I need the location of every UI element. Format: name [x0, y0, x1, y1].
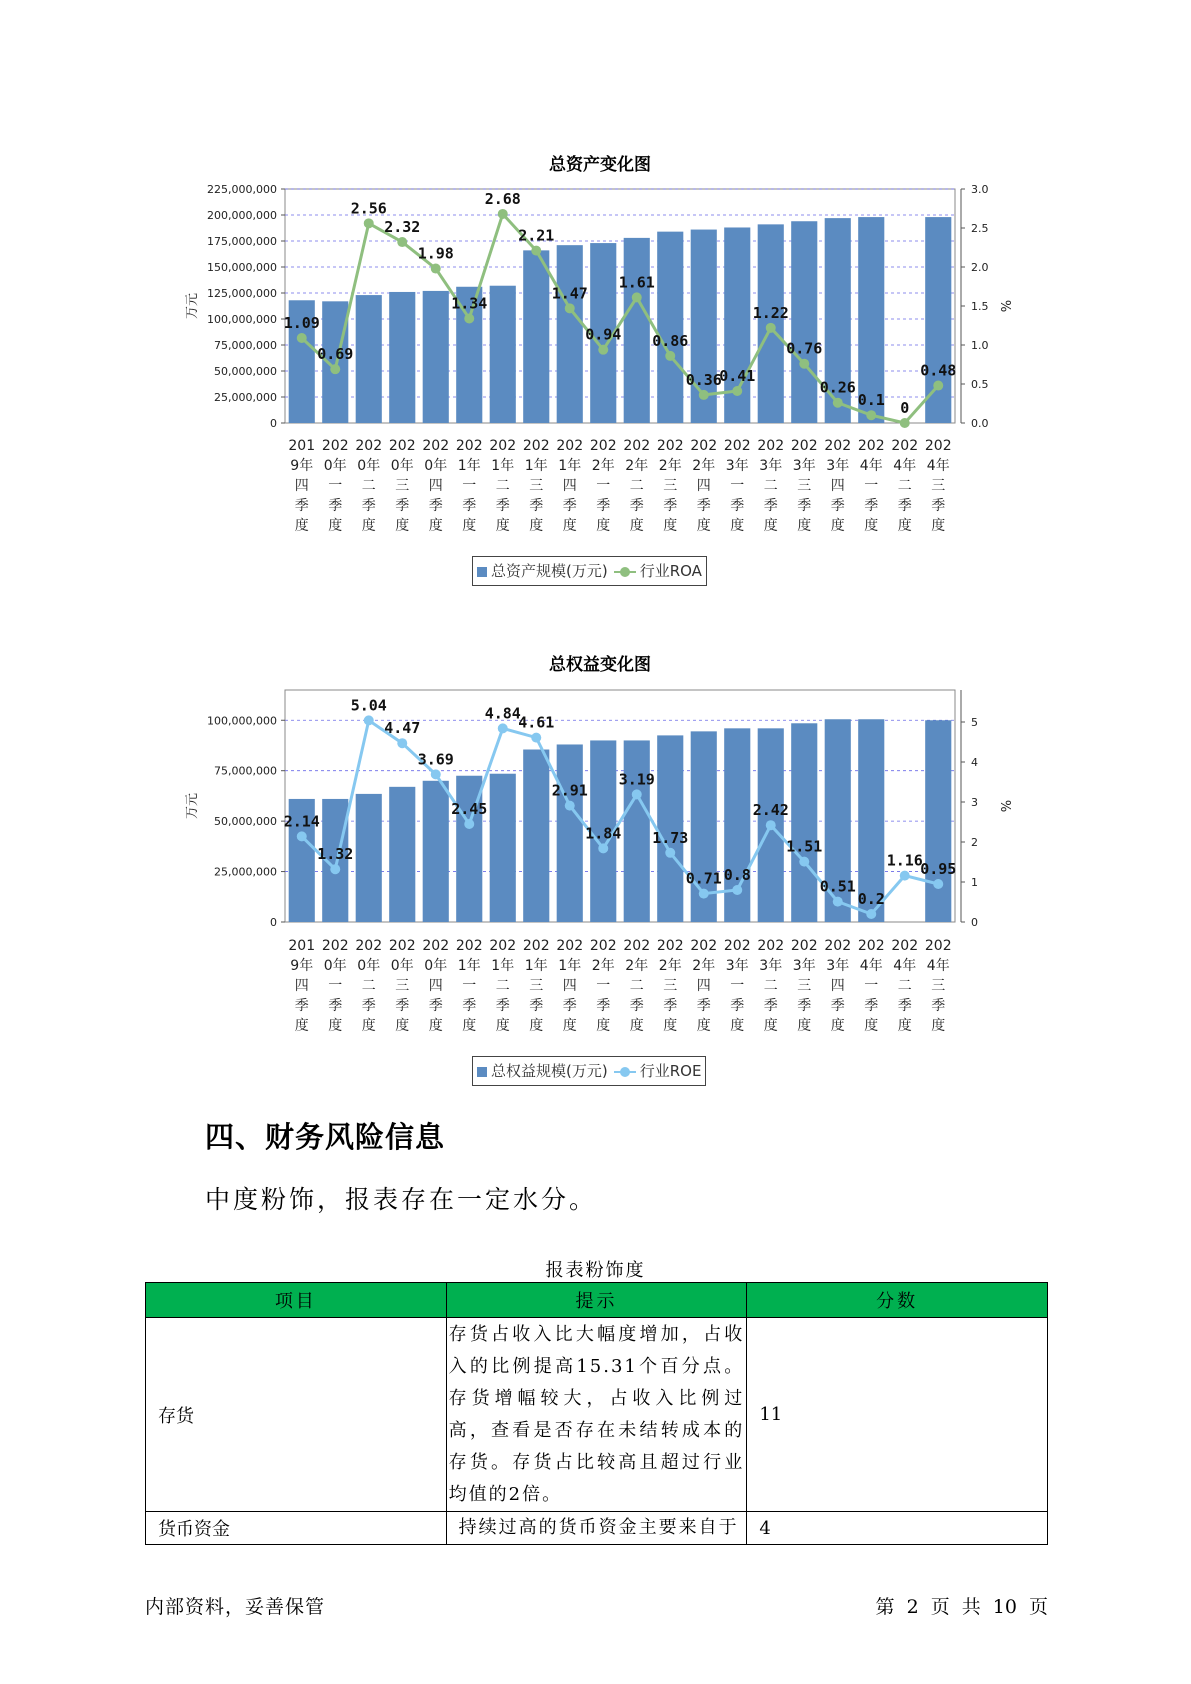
data-label: 1.22 — [752, 303, 789, 322]
category-label: 202 2年二季度 — [623, 938, 651, 1034]
data-label: 1.98 — [417, 244, 454, 263]
bar — [925, 720, 951, 922]
line-point — [297, 831, 307, 841]
y-tick-label: 175,000,000 — [207, 235, 277, 248]
category-label: 202 4年三季度 — [924, 438, 952, 534]
y-tick-label: 100,000,000 — [207, 714, 277, 728]
data-label: 1.09 — [283, 313, 320, 332]
data-label: 5.04 — [350, 696, 387, 715]
category-label: 202 0年四季度 — [422, 938, 450, 1034]
line-point — [632, 789, 642, 799]
bar — [423, 781, 449, 922]
category-label: 202 3年二季度 — [757, 438, 785, 534]
footer-page-number: 第 2 页 共 10 页 — [875, 1596, 1048, 1618]
y-tick-label: 100,000,000 — [207, 313, 277, 326]
legend-bar-label: 总权益规模(万元) — [491, 1062, 608, 1080]
chart-title: 总资产变化图 — [549, 155, 651, 175]
category-label: 201 9年四季度 — [288, 938, 316, 1034]
category-label: 202 1年二季度 — [489, 438, 517, 534]
category-label: 202 1年一季度 — [455, 938, 483, 1034]
bar — [490, 774, 516, 922]
legend-line-label: 行业ROE — [639, 1062, 702, 1080]
category-label: 202 3年三季度 — [790, 438, 818, 534]
y-axis-title: 万元 — [185, 792, 200, 820]
y-tick-label: 50,000,000 — [214, 815, 277, 829]
table-row — [146, 1318, 1048, 1512]
data-label: 2.91 — [551, 781, 588, 800]
category-label: 202 1年三季度 — [522, 438, 550, 534]
y2-tick-label: 0 — [971, 916, 978, 929]
data-label: 2.56 — [350, 199, 387, 218]
category-label: 202 0年三季度 — [388, 438, 416, 534]
table-cell-score: 11 — [747, 1318, 1048, 1512]
data-label: 2.21 — [518, 226, 555, 245]
data-label: 0.94 — [585, 325, 622, 344]
y2-tick-label: 0.0 — [971, 417, 989, 430]
line-point — [498, 723, 508, 733]
table-header-row — [146, 1283, 1048, 1318]
y2-tick-label: 2.5 — [971, 222, 989, 235]
data-label: 2.14 — [283, 812, 320, 831]
section-text: 中度粉饰，报表存在一定水分。 — [205, 1185, 598, 1214]
category-label: 202 3年一季度 — [723, 438, 751, 534]
category-label: 202 0年三季度 — [388, 938, 416, 1034]
table-cell-hint: 存货占收入比大幅度增加，占收入的比例提高15.31个百分点。存货增幅较大，占收入比例过高，查看是否存在未结转成本的存货。存货占比较高且超过行业均值的2倍。 — [446, 1318, 747, 1512]
data-label: 0.76 — [786, 339, 823, 358]
y2-tick-label: 2.0 — [971, 261, 989, 274]
data-label: 2.68 — [484, 189, 521, 208]
table-row — [146, 1512, 1048, 1545]
y-tick-label: 0 — [270, 916, 277, 929]
category-label: 202 4年三季度 — [924, 938, 952, 1034]
legend-bar-label: 总资产规模(万元) — [491, 562, 608, 580]
data-label: 1.61 — [618, 273, 655, 292]
footer-confidential: 内部资料，妥善保管 — [145, 1596, 326, 1618]
data-label: 2.32 — [384, 218, 421, 237]
y2-tick-label: 1.5 — [971, 300, 989, 313]
legend-bar-swatch — [477, 1067, 487, 1077]
category-label: 202 0年二季度 — [355, 938, 383, 1034]
line-point — [397, 738, 407, 748]
category-label: 202 0年一季度 — [321, 938, 349, 1034]
category-label: 202 1年四季度 — [556, 438, 584, 534]
bar — [523, 750, 549, 922]
y2-tick-label: 2 — [971, 836, 978, 849]
category-label: 202 1年二季度 — [489, 938, 517, 1034]
data-label: 0.51 — [819, 877, 856, 896]
category-label: 202 2年一季度 — [589, 438, 617, 534]
category-label: 202 2年四季度 — [690, 438, 718, 534]
data-label: 1.47 — [551, 284, 588, 303]
y-tick-label: 150,000,000 — [207, 261, 277, 274]
data-label: 0.2 — [857, 890, 885, 908]
table-caption: 报表粉饰度 — [545, 1260, 646, 1281]
y2-tick-label: 3.0 — [971, 183, 989, 196]
bar — [389, 787, 415, 922]
category-label: 202 1年三季度 — [522, 938, 550, 1034]
data-label: 0.86 — [652, 331, 689, 350]
bar — [791, 723, 817, 922]
bar — [356, 794, 382, 922]
risk-table — [145, 1282, 1048, 1545]
table-header-cell: 项目 — [146, 1283, 447, 1318]
y2-tick-label: 1.0 — [971, 339, 989, 352]
table-cell-item: 存货 — [146, 1318, 447, 1512]
line-point — [799, 857, 809, 867]
category-label: 202 2年四季度 — [690, 938, 718, 1034]
category-label: 202 2年二季度 — [623, 438, 651, 534]
bar — [557, 744, 583, 922]
category-label: 202 4年二季度 — [891, 938, 919, 1034]
chart-title: 总权益变化图 — [549, 655, 651, 675]
table-cell-item: 货币资金 — [146, 1512, 447, 1545]
data-label: 3.69 — [417, 750, 454, 769]
line-point — [900, 871, 910, 881]
y-tick-label: 200,000,000 — [207, 209, 277, 222]
line-point — [732, 885, 742, 895]
line-point — [565, 801, 575, 811]
data-label: 1.16 — [886, 851, 923, 870]
line-point — [364, 715, 374, 725]
line-point — [665, 848, 675, 858]
category-label: 202 4年一季度 — [857, 438, 885, 534]
data-label: 1.73 — [652, 828, 689, 847]
y-tick-label: 125,000,000 — [207, 287, 277, 300]
category-label: 202 2年三季度 — [656, 938, 684, 1034]
y2-tick-label: 3 — [971, 796, 978, 809]
category-label: 202 3年一季度 — [723, 938, 751, 1034]
data-label: 2.45 — [451, 800, 488, 818]
line-point — [330, 864, 340, 874]
data-label: 0.95 — [920, 860, 957, 878]
table-header-cell: 分数 — [747, 1283, 1048, 1318]
category-label: 202 3年四季度 — [824, 438, 852, 534]
data-label: 0.41 — [719, 367, 756, 386]
data-label: 0.1 — [857, 391, 885, 410]
category-label: 202 4年二季度 — [891, 438, 919, 534]
table-header-cell: 提示 — [446, 1283, 747, 1318]
y2-tick-label: 1 — [971, 876, 978, 889]
table-cell-score: 4 — [747, 1512, 1048, 1545]
category-label: 202 0年一季度 — [321, 438, 349, 534]
line-point — [699, 889, 709, 899]
data-label: 1.32 — [317, 845, 354, 864]
bar — [624, 740, 650, 922]
line-point — [431, 769, 441, 779]
category-label: 202 2年三季度 — [656, 438, 684, 534]
category-label: 202 3年四季度 — [824, 938, 852, 1034]
y2-tick-label: 5 — [971, 716, 978, 729]
data-label: 4.84 — [484, 704, 521, 723]
y2-axis-title: % — [997, 299, 1012, 313]
data-label: 0 — [900, 399, 910, 417]
data-label: 0.26 — [819, 378, 856, 397]
chart-legend — [472, 1056, 706, 1086]
line-point — [531, 733, 541, 743]
data-label: 0.69 — [317, 345, 354, 364]
y2-axis-title: % — [997, 799, 1012, 813]
data-label: 4.61 — [518, 713, 555, 732]
data-label: 1.34 — [451, 294, 488, 313]
y-tick-label: 25,000,000 — [214, 391, 277, 404]
data-label: 0.36 — [685, 370, 722, 389]
y-tick-label: 50,000,000 — [214, 365, 277, 378]
y-tick-label: 75,000,000 — [214, 764, 277, 778]
category-label: 202 3年二季度 — [757, 938, 785, 1034]
y-tick-label: 25,000,000 — [214, 865, 277, 879]
data-label: 0.71 — [685, 869, 722, 888]
y-tick-label: 75,000,000 — [214, 339, 277, 352]
legend-line-swatch — [614, 1067, 636, 1077]
data-label: 4.47 — [384, 719, 421, 738]
section-heading: 四、财务风险信息 — [205, 1120, 446, 1154]
category-label: 202 4年一季度 — [857, 938, 885, 1034]
y2-tick-label: 4 — [971, 756, 978, 769]
data-label: 2.42 — [752, 801, 789, 820]
line-point — [833, 897, 843, 907]
data-label: 0.48 — [920, 361, 957, 380]
y2-tick-label: 0.5 — [971, 378, 989, 391]
table-cell-hint: 持续过高的货币资金主要来自于 — [446, 1512, 747, 1545]
category-label: 202 1年一季度 — [455, 438, 483, 534]
category-label: 202 3年三季度 — [790, 938, 818, 1034]
line-point — [598, 843, 608, 853]
data-label: 1.51 — [786, 837, 823, 856]
category-label: 202 2年一季度 — [589, 938, 617, 1034]
line-point — [866, 909, 876, 919]
y-axis-title: 万元 — [185, 292, 200, 320]
line-point — [464, 819, 474, 829]
category-label: 202 0年二季度 — [355, 438, 383, 534]
legend-line-label: 行业ROA — [639, 562, 702, 580]
y-tick-label: 225,000,000 — [207, 183, 277, 196]
data-label: 3.19 — [618, 770, 655, 789]
category-label: 201 9年四季度 — [288, 438, 316, 534]
category-label: 202 0年四季度 — [422, 438, 450, 534]
line-point — [933, 879, 943, 889]
category-label: 202 1年四季度 — [556, 938, 584, 1034]
y-tick-label: 0 — [270, 417, 277, 430]
data-label: 1.84 — [585, 824, 622, 843]
data-label: 0.8 — [723, 866, 751, 884]
line-point — [766, 820, 776, 830]
